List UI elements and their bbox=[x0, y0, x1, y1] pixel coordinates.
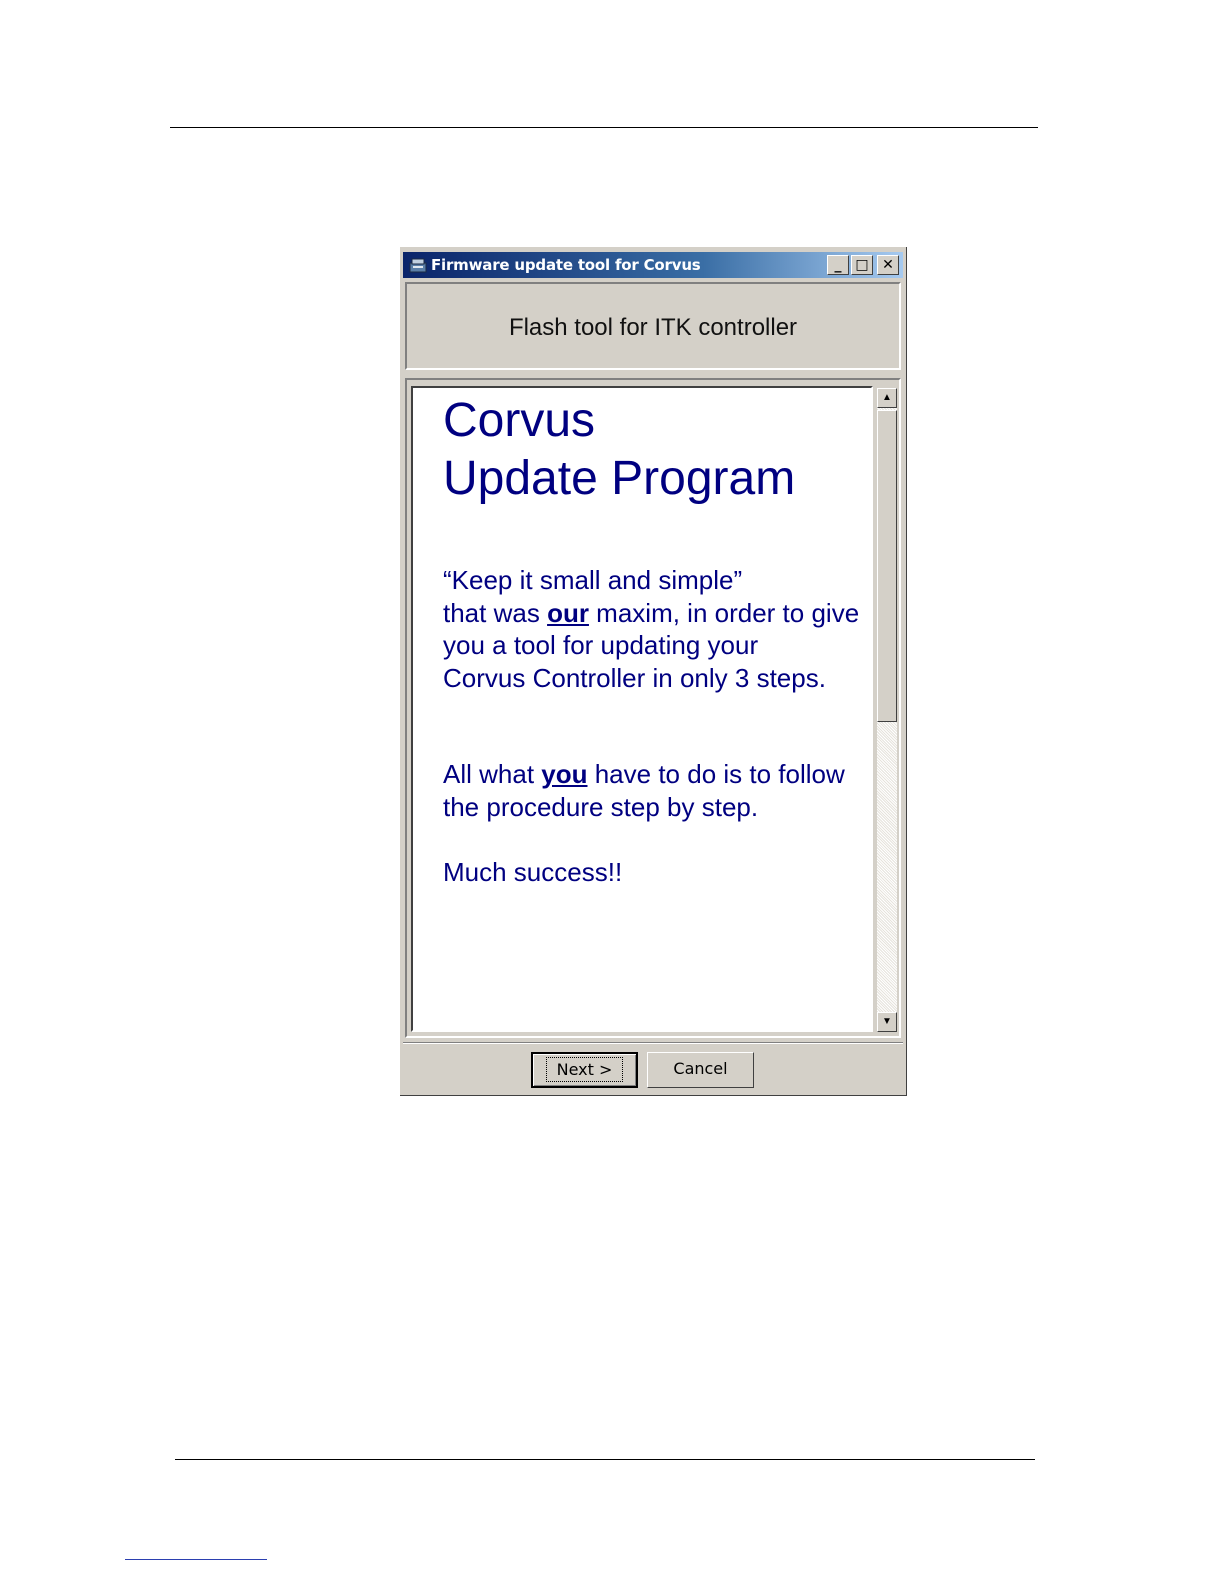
close-icon: ✕ bbox=[882, 257, 894, 273]
vertical-scrollbar[interactable] bbox=[877, 388, 897, 1032]
scroll-up-button[interactable] bbox=[877, 388, 897, 408]
instruction-before: All what bbox=[443, 759, 542, 789]
header-title: Flash tool for ITK controller bbox=[508, 314, 798, 341]
arrow-down-icon: ▼ bbox=[882, 1016, 892, 1027]
maximize-button[interactable] bbox=[851, 255, 873, 275]
heading-line-1: Corvus bbox=[443, 394, 596, 447]
next-button-label: Next > bbox=[549, 1060, 621, 1079]
app-icon bbox=[409, 257, 427, 273]
intro-paragraph bbox=[443, 564, 873, 694]
footer-rule bbox=[125, 1559, 267, 1560]
next-button[interactable] bbox=[531, 1052, 638, 1088]
arrow-up-icon: ▲ bbox=[882, 392, 892, 403]
minimize-button[interactable] bbox=[827, 255, 849, 275]
window-title: Firmware update tool for Corvus bbox=[431, 256, 701, 274]
minimize-icon: _ bbox=[834, 257, 842, 273]
instruction-after: have to do is to follow the procedure step by step. bbox=[443, 759, 845, 822]
content-frame bbox=[405, 378, 901, 1038]
instruction-emphasis: you bbox=[541, 759, 588, 789]
welcome-text-area bbox=[411, 386, 873, 1032]
title-bar[interactable] bbox=[403, 252, 903, 278]
intro-line-2-before: that was bbox=[443, 597, 548, 628]
intro-line-4: Corvus Controller in only 3 steps. bbox=[443, 662, 826, 693]
heading-line-2: Update Program bbox=[443, 452, 796, 505]
button-row-divider bbox=[403, 1042, 903, 1044]
maximize-icon: □ bbox=[855, 257, 869, 273]
intro-emphasis: our bbox=[547, 597, 589, 628]
scroll-down-button[interactable] bbox=[877, 1012, 897, 1032]
cancel-button[interactable] bbox=[647, 1052, 754, 1088]
page-bottom-rule bbox=[175, 1459, 1035, 1460]
intro-line-3: you a tool for updating your bbox=[443, 630, 759, 660]
close-button[interactable] bbox=[877, 255, 899, 275]
header-panel bbox=[405, 282, 901, 370]
firmware-update-window bbox=[399, 246, 907, 1096]
scroll-thumb[interactable] bbox=[877, 410, 897, 722]
cancel-button-label: Cancel bbox=[673, 1059, 728, 1078]
intro-line-2-after: maxim, in order to give bbox=[588, 597, 860, 628]
page-top-rule bbox=[170, 127, 1038, 128]
instruction-paragraph bbox=[443, 758, 873, 823]
success-message: Much success!! bbox=[443, 857, 623, 887]
intro-line-1: “Keep it small and simple” bbox=[443, 565, 743, 595]
